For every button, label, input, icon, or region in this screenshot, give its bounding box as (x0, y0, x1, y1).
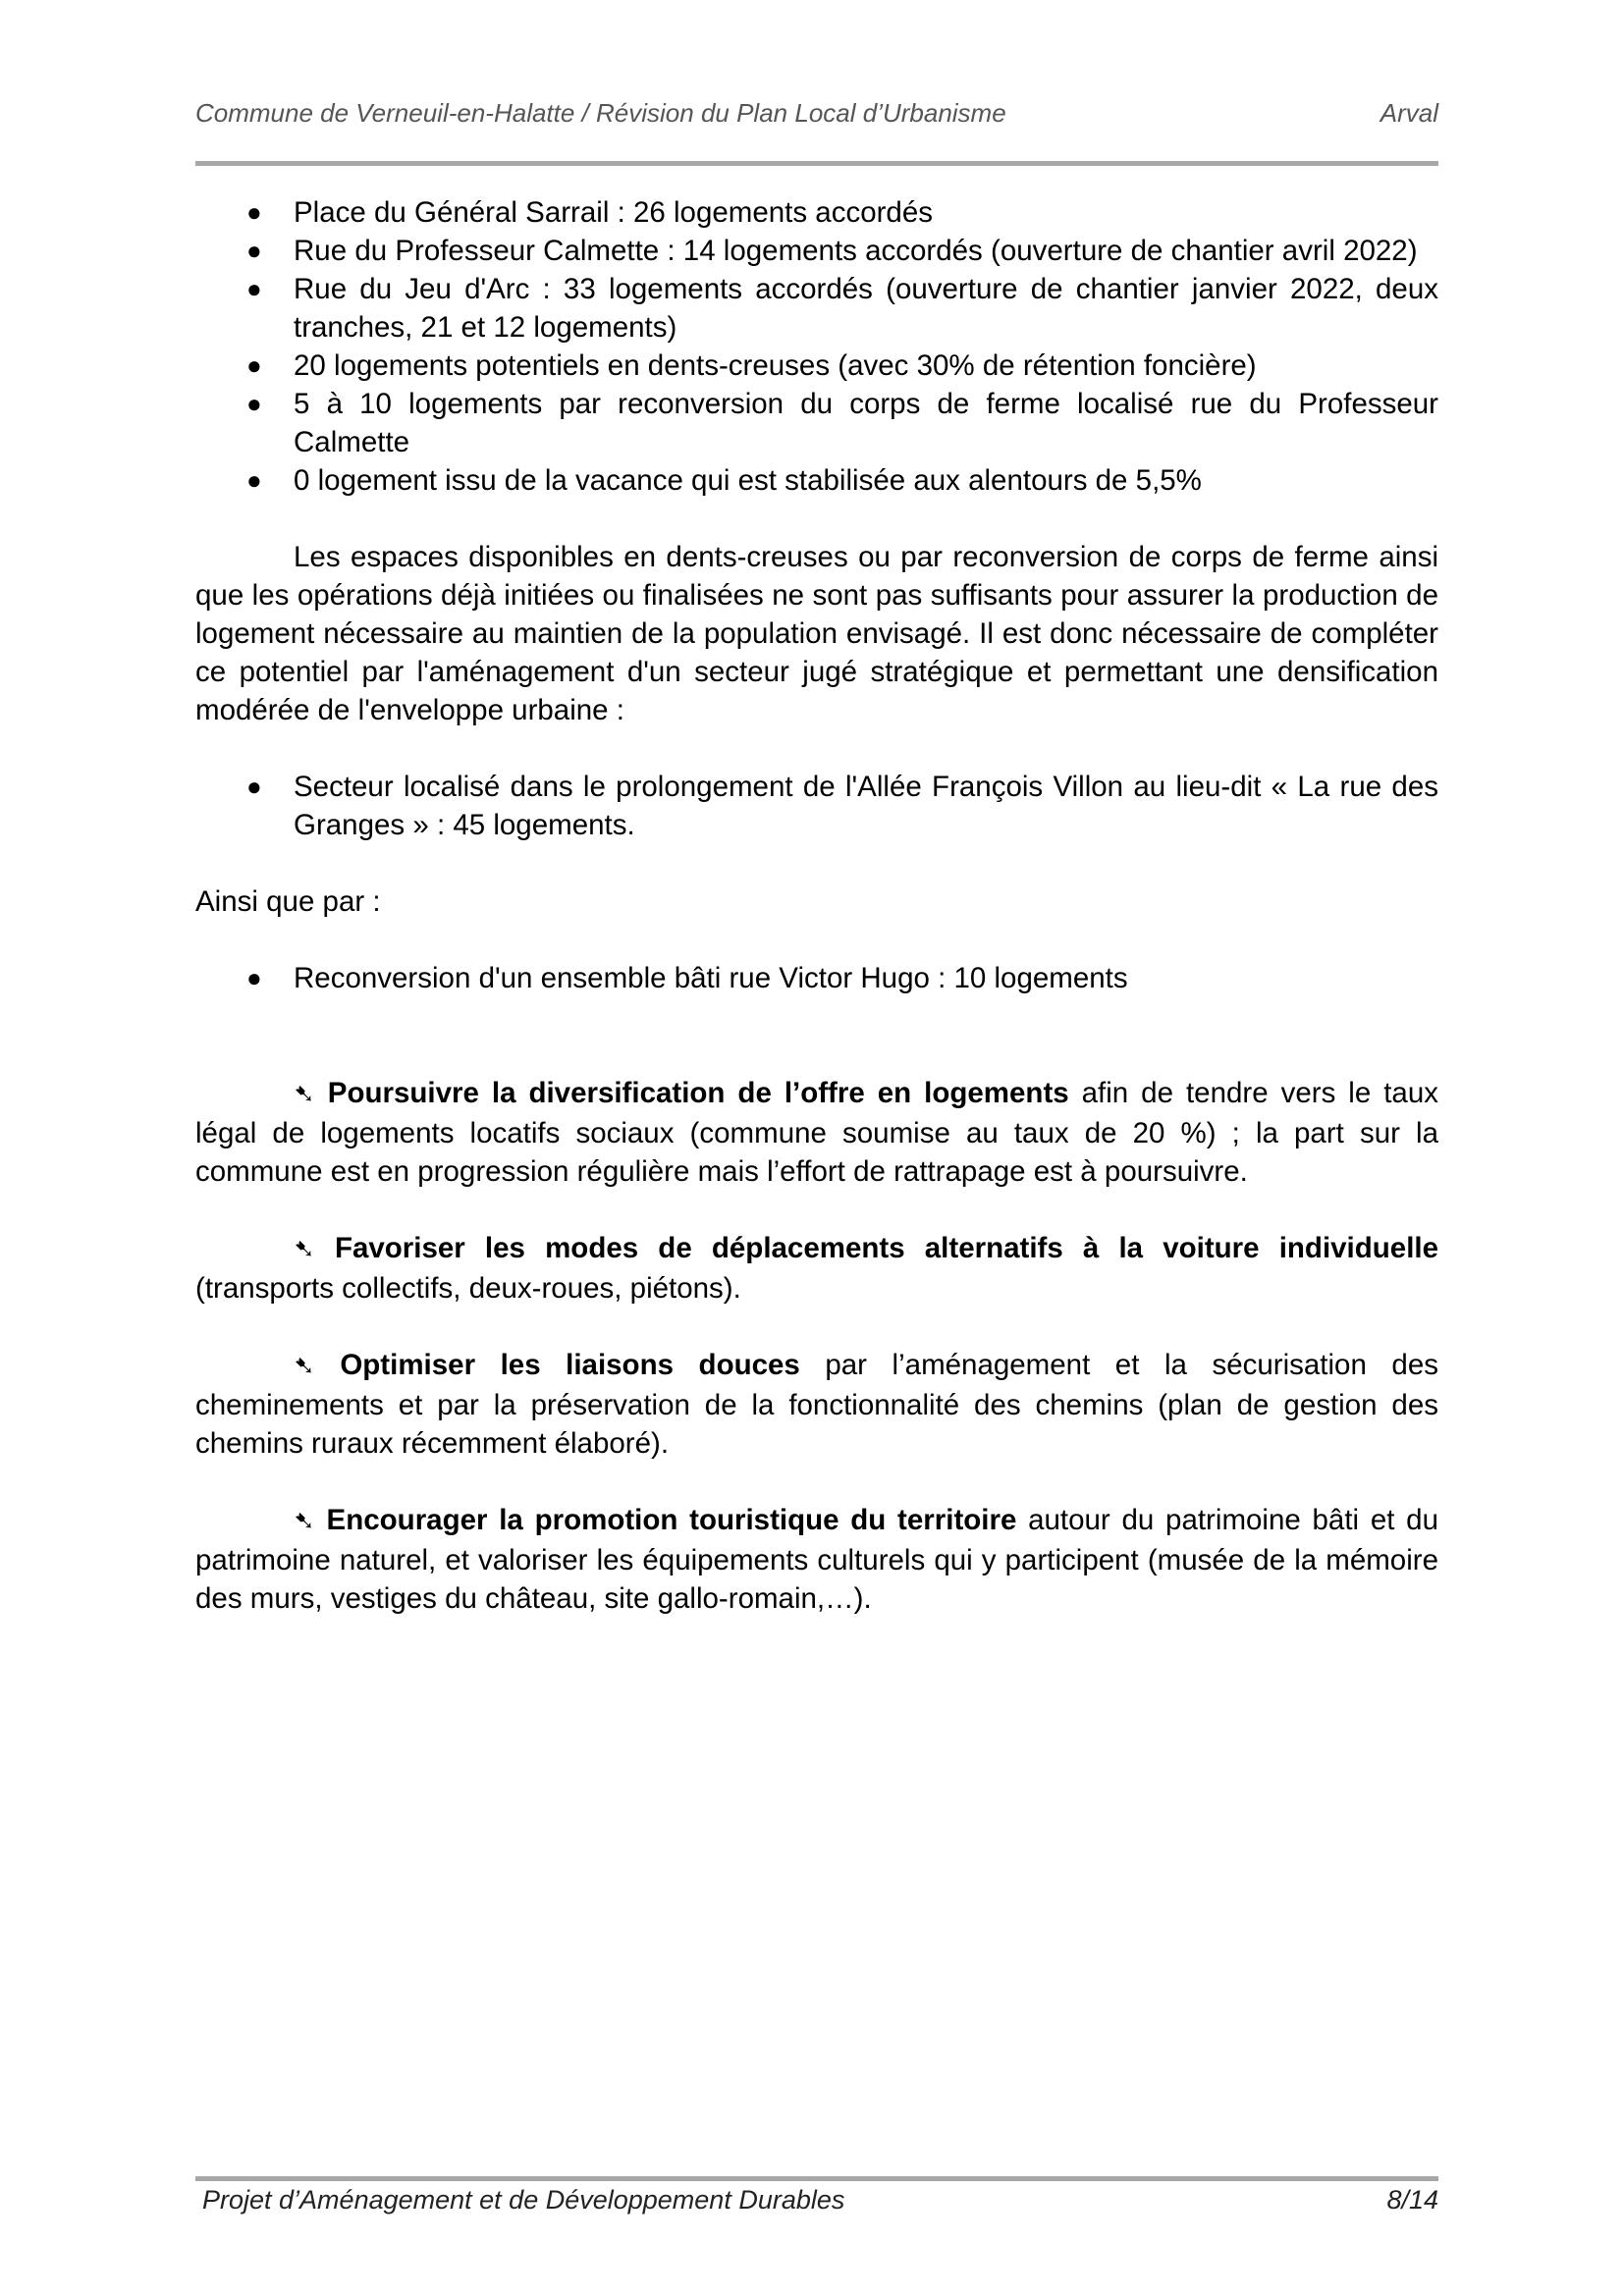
body-paragraph: Les espaces disponibles en dents-creuses ou par reconversion de corps de ferme ainsi que les opérations déjà initiées ou finalisées ne sont pas suffisants pour assurer la production de logement nécessaire au maintien de la population envisagé. Il est donc nécessaire de compléter ce potentiel par l'aménagement d'un secteur jugé stratégique et permettant une densification modérée de l'enveloppe urbaine : (195, 541, 1438, 726)
housing-operations-list (195, 193, 1438, 500)
bullet-icon: ● (246, 274, 262, 303)
header-author: Arval (1380, 98, 1438, 128)
list-item: ● Place du Général Sarrail : 26 logements accordés (195, 193, 1438, 232)
list-item: ● 5 à 10 logements par reconversion du corps de ferme localisé rue du Professeur Calmette (195, 385, 1438, 461)
page-number: 8/14 (1386, 2185, 1438, 2215)
arrow-icon: ➷ (294, 1235, 315, 1264)
objective-paragraph: ➷ Favoriser les modes de déplacements alternatifs à la voiture individuelle (transports collectifs, deux-roues, piétons). (195, 1232, 1438, 1305)
bullet-icon: ● (246, 236, 262, 265)
arrow-icon: ➷ (294, 1507, 315, 1536)
bullet-icon: ● (246, 389, 262, 418)
list-item: ● Rue du Professeur Calmette : 14 logements accordés (ouverture de chantier avril 2022) (195, 232, 1438, 270)
objective-paragraph: ➷ Encourager la promotion touristique du territoire autour du patrimoine bâti et du patrimoine naturel, et valoriser les équipements culturels qui y participent (musée de la mémoire des murs, vestiges du château, site gallo-romain,…). (195, 1504, 1438, 1615)
bullet-icon: ● (246, 465, 262, 495)
list-item: ● 20 logements potentiels en dents-creuses (avec 30% de rétention foncière) (195, 347, 1438, 385)
body-paragraph: Ainsi que par : (195, 885, 381, 918)
bullet-icon: ● (246, 963, 262, 992)
bullet-icon: ● (246, 772, 262, 801)
page-header (195, 94, 1438, 132)
bullet-icon: ● (246, 350, 262, 380)
header-document-title: Commune de Verneuil-en-Halatte / Révision du Plan Local d’Urbanisme (195, 98, 1006, 128)
arrow-icon: ➷ (294, 1352, 315, 1381)
footer-document-title: Projet d’Aménagement et de Développement Durables (202, 2185, 845, 2215)
objective-paragraph: ➷ Poursuivre la diversification de l’offre en logements afin de tendre vers le taux légal de logements locatifs sociaux (commune soumise au taux de 20 %) ; la part sur la commune est en progression régulière mais l’effort de rattrapage est à poursuivre. (195, 1077, 1438, 1188)
list-item: ● 0 logement issu de la vacance qui est stabilisée aux alentours de 5,5% (195, 461, 1438, 500)
page-footer (202, 2181, 1438, 2218)
list-item: ● Reconversion d'un ensemble bâti rue Victor Hugo : 10 logements (195, 959, 1438, 997)
strategic-sector-list (195, 768, 1438, 844)
arrow-icon: ➷ (294, 1080, 315, 1109)
header-divider (195, 161, 1438, 166)
page-body (195, 193, 1438, 1618)
objective-paragraph: ➷ Optimiser les liaisons douces par l’aménagement et la sécurisation des cheminements et par la préservation de la fonctionnalité des chemins (plan de gestion des chemins ruraux récemment élaboré). (195, 1349, 1438, 1460)
bullet-icon: ● (246, 197, 262, 227)
reconversion-list (195, 959, 1438, 997)
list-item: ● Rue du Jeu d'Arc : 33 logements accordés (ouverture de chantier janvier 2022, deux tranches, 21 et 12 logements) (195, 270, 1438, 347)
list-item: ● Secteur localisé dans le prolongement de l'Allée François Villon au lieu-dit « La rue des Granges » : 45 logements. (195, 768, 1438, 844)
